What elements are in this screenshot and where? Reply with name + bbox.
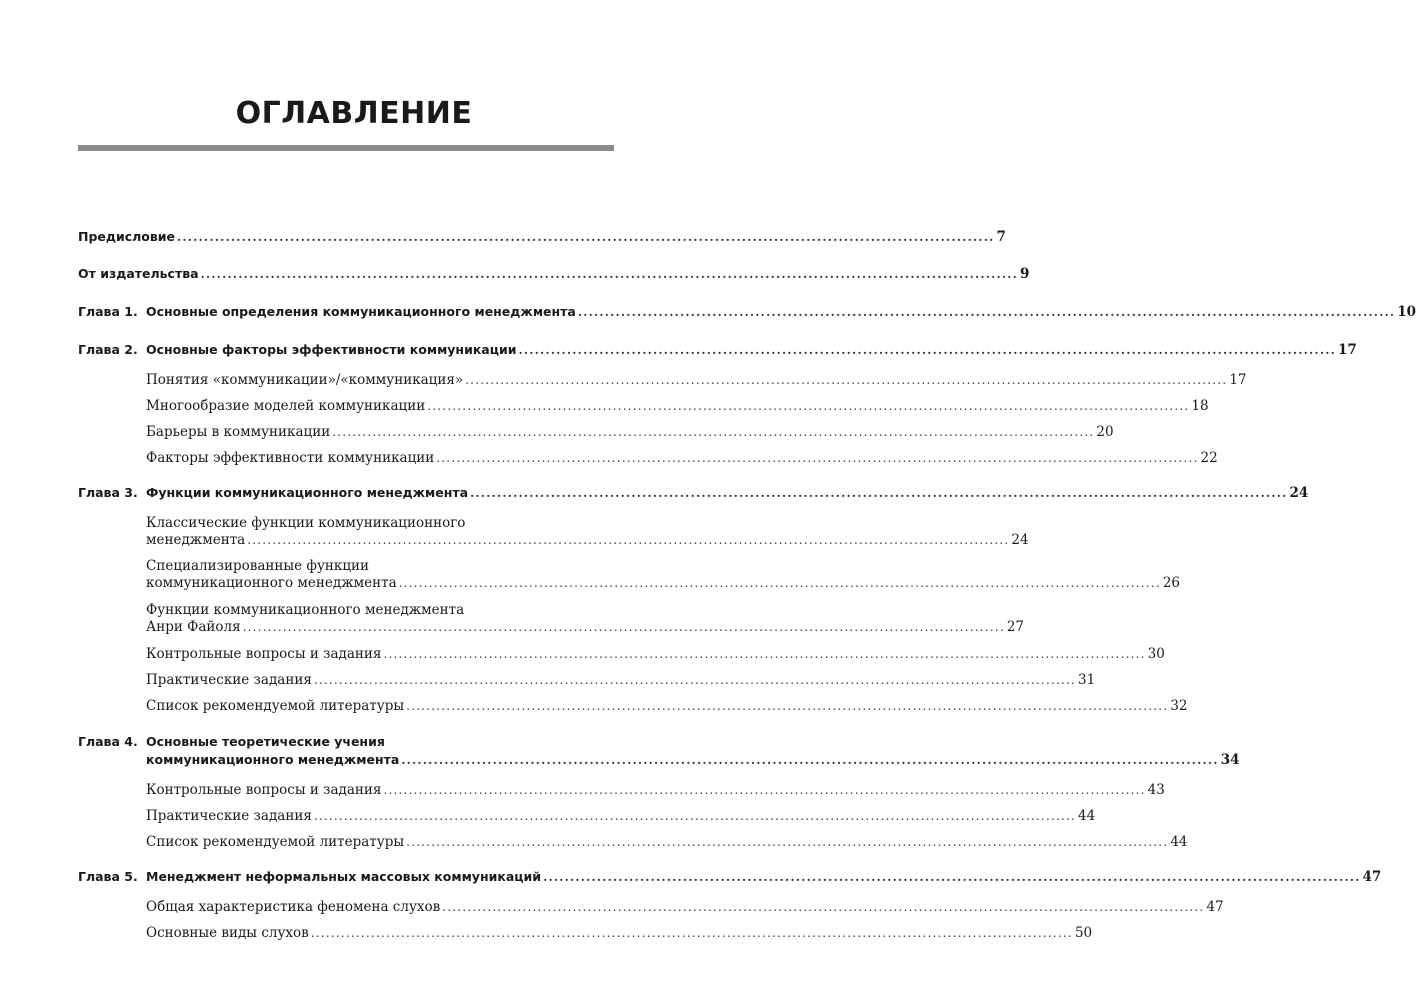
toc-page-number: 27 — [1006, 619, 1025, 635]
toc-section[interactable] — [146, 645, 1165, 663]
toc-section[interactable] — [146, 833, 1188, 851]
toc-section[interactable] — [146, 807, 1096, 825]
toc-section-label: Список рекомендуемой литературы — [146, 834, 405, 850]
chapter-number: Глава 3. — [78, 485, 138, 500]
dot-leader: ........................................................................................................................................................ — [543, 870, 1361, 884]
toc-chapter-title-line1: Основные теоретические учения — [146, 734, 385, 749]
dot-leader: ........................................................................................................................................................ — [383, 647, 1146, 661]
chapter-number: Глава 5. — [78, 869, 138, 884]
toc-chapter-2[interactable] — [146, 341, 1357, 359]
toc-page-number: 43 — [1147, 782, 1165, 798]
toc-section-label: Анри Файоля — [146, 619, 241, 635]
toc-section[interactable] — [146, 423, 1114, 441]
toc-section[interactable] — [146, 781, 1165, 799]
toc-chapter-1[interactable] — [146, 303, 1416, 321]
toc-entry-publisher-note[interactable] — [78, 265, 1030, 283]
toc-page-number: 34 — [1220, 752, 1240, 768]
toc-section[interactable] — [146, 574, 1181, 592]
toc-page-number: 24 — [1011, 532, 1029, 548]
dot-leader: ........................................................................................................................................................ — [310, 926, 1073, 940]
toc-section[interactable] — [146, 697, 1188, 715]
toc-section-label: менеджмента — [146, 532, 246, 548]
toc-page-number: 18 — [1191, 398, 1209, 414]
toc-chapter-title: Менеджмент неформальных массовых коммуникаций — [146, 869, 542, 884]
toc-section[interactable] — [146, 531, 1029, 549]
toc-page-number: 44 — [1170, 834, 1188, 850]
toc-chapter-4[interactable] — [146, 751, 1240, 769]
toc-section-line1: Специализированные функции — [146, 558, 370, 574]
toc-section[interactable] — [146, 618, 1025, 636]
toc-section-label: Барьеры в коммуникации — [146, 424, 331, 440]
toc-chapter-5[interactable] — [146, 868, 1382, 886]
toc-section[interactable] — [146, 397, 1209, 415]
toc-page-number: 20 — [1096, 424, 1114, 440]
dot-leader: ........................................................................................................................................................ — [406, 835, 1169, 849]
title-rule — [78, 145, 614, 151]
chapter-number: Глава 2. — [78, 342, 138, 357]
dot-leader: ........................................................................................................................................................ — [470, 486, 1288, 500]
toc-entry-preface[interactable] — [78, 228, 1006, 246]
toc-section[interactable] — [146, 449, 1218, 467]
toc-section-label: Основные виды слухов — [146, 925, 309, 941]
toc-section-line1: Функции коммуникационного менеджмента — [146, 602, 465, 618]
chapter-number: Глава 4. — [78, 734, 138, 749]
toc-section[interactable] — [146, 671, 1096, 689]
toc-page-number: 24 — [1289, 485, 1309, 501]
chapter-number: Глава 1. — [78, 304, 138, 319]
dot-leader: ........................................................................................................................................................ — [332, 425, 1095, 439]
dot-leader: ........................................................................................................................................................ — [465, 373, 1228, 387]
toc-chapter-title: коммуникационного менеджмента — [146, 752, 400, 767]
toc-page-number: 17 — [1337, 342, 1357, 358]
dot-leader: ........................................................................................................................................................ — [401, 753, 1219, 767]
toc-page-number: 9 — [1019, 266, 1030, 282]
dot-leader: ........................................................................................................................................................ — [313, 809, 1077, 823]
toc-page-number: 26 — [1162, 575, 1181, 591]
toc-section-label: Практические задания — [146, 672, 312, 688]
dot-leader: ........................................................................................................................................................ — [247, 533, 1010, 547]
toc-page-number: 50 — [1074, 925, 1093, 941]
toc-page-number: 47 — [1362, 869, 1382, 885]
toc-section-label: Многообразие моделей коммуникации — [146, 398, 426, 414]
toc-section[interactable] — [146, 371, 1247, 389]
dot-leader: ........................................................................................................................................................ — [177, 230, 995, 244]
toc-page-number: 17 — [1229, 372, 1247, 388]
page-title: ОГЛАВЛЕНИЕ — [235, 96, 473, 131]
dot-leader: ........................................................................................................................................................ — [313, 673, 1077, 687]
dot-leader: ........................................................................................................................................................ — [406, 699, 1169, 713]
toc-section-label: Практические задания — [146, 808, 312, 824]
dot-leader: ........................................................................................................................................................ — [577, 305, 1396, 319]
toc-entry-label: Предисловие — [78, 229, 176, 244]
dot-leader: ........................................................................................................................................................ — [518, 343, 1336, 357]
toc-page-number: 47 — [1206, 899, 1224, 915]
toc-section[interactable] — [146, 924, 1093, 942]
dot-leader: ........................................................................................................................................................ — [383, 783, 1146, 797]
toc-section-line1: Классические функции коммуникационного — [146, 515, 466, 531]
dot-leader: ........................................................................................................................................................ — [200, 267, 1018, 281]
toc-section-label: Факторы эффективности коммуникации — [146, 450, 435, 466]
toc-page-number: 32 — [1170, 698, 1188, 714]
toc-section-label: Общая характеристика феномена слухов — [146, 899, 441, 915]
dot-leader: ........................................................................................................................................................ — [436, 451, 1199, 465]
toc-section-label: Список рекомендуемой литературы — [146, 698, 405, 714]
toc-section-label: коммуникационного менеджмента — [146, 575, 397, 591]
toc-page-number: 10 — [1397, 304, 1416, 320]
toc-chapter-3[interactable] — [146, 484, 1309, 502]
toc-page-number: 31 — [1078, 672, 1096, 688]
toc-chapter-title: Основные определения коммуникационного менеджмента — [146, 304, 576, 319]
toc-chapter-title: Функции коммуникационного менеджмента — [146, 485, 469, 500]
toc-page-number: 44 — [1078, 808, 1096, 824]
toc-section-label: Контрольные вопросы и задания — [146, 646, 382, 662]
toc-chapter-title: Основные факторы эффективности коммуникации — [146, 342, 517, 357]
dot-leader: ........................................................................................................................................................ — [398, 576, 1161, 590]
toc-section-label: Понятия «коммуникации»/«коммуникация» — [146, 372, 464, 388]
dot-leader: ........................................................................................................................................................ — [242, 620, 1005, 634]
dot-leader: ........................................................................................................................................................ — [427, 399, 1190, 413]
toc-section-label: Контрольные вопросы и задания — [146, 782, 382, 798]
toc-section[interactable] — [146, 898, 1224, 916]
toc-page-number: 7 — [996, 229, 1006, 245]
dot-leader: ........................................................................................................................................................ — [442, 900, 1205, 914]
toc-page-number: 22 — [1200, 450, 1218, 466]
toc-entry-label: От издательства — [78, 266, 199, 281]
toc-page-number: 30 — [1147, 646, 1165, 662]
